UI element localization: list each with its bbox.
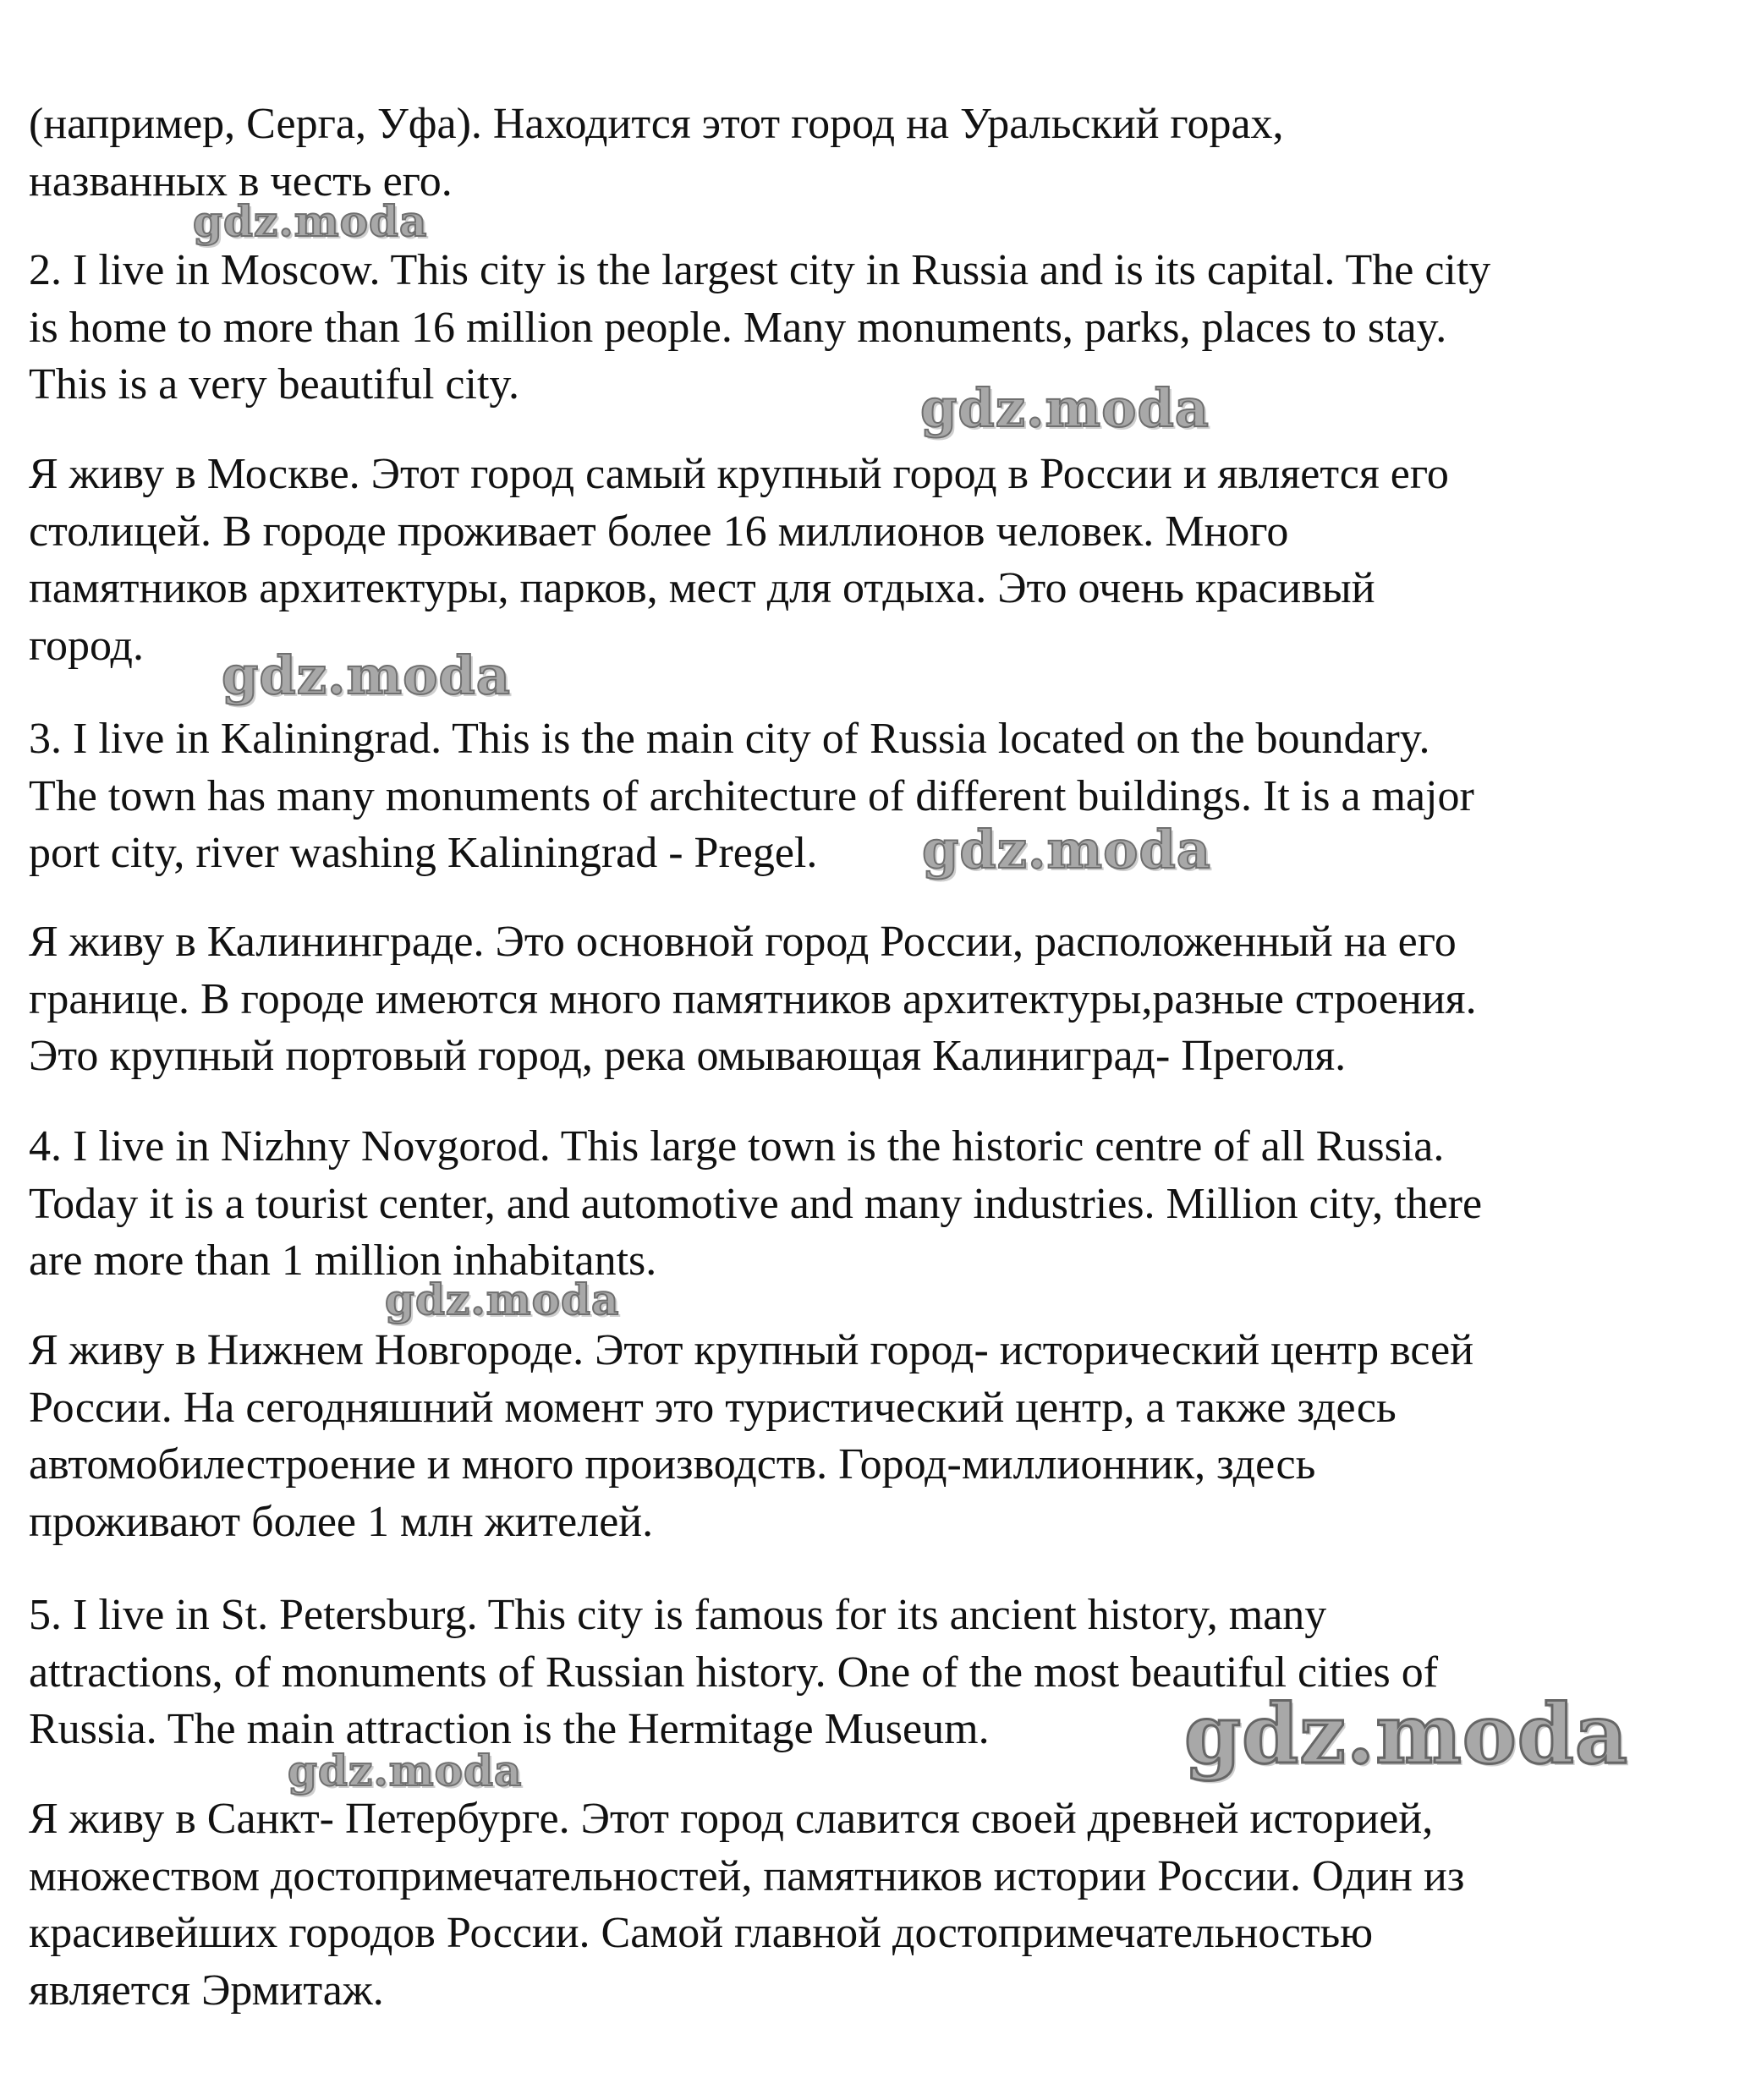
text-line: является Эрмитаж. [29,1966,384,2015]
text-line: 2. I live in Moscow. This city is the largest city in Russia and is its capital. The city [29,246,1491,294]
text-line: Russia. The main attraction is the Hermitage Museum. [29,1705,990,1753]
watermark: gdz.moda [288,1746,523,1796]
paragraph-3-kaliningrad-en [29,710,1729,882]
text-line: are more than 1 million inhabitants. [29,1236,657,1285]
paragraph-2-moscow-ru [29,446,1729,674]
text-line: The town has many monuments of architecture of different buildings. It is a major [29,771,1474,820]
text-line: памятников архитектуры, парков, мест для отдыха. Это очень красивый [29,564,1375,612]
text-line: 3. I live in Kaliningrad. This is the main city of Russia located on the boundary. [29,715,1430,763]
text-line: 5. I live in St. Petersburg. This city is famous for its ancient history, many [29,1591,1327,1639]
paragraph-4-nizhny-en [29,1118,1729,1290]
paragraph-3-kaliningrad-ru [29,913,1729,1085]
text-line: Это крупный портовый город, река омывающая Калиниград- Преголя. [29,1032,1347,1080]
text-line: is home to more than 16 million people. Many monuments, parks, places to stay. [29,303,1447,352]
watermark: gdz.moda [920,377,1210,439]
text-line: attractions, of monuments of Russian history. One of the most beautiful cities of [29,1648,1439,1697]
watermark: gdz.moda [385,1275,620,1324]
watermark: gdz.moda [193,196,428,246]
text-line: 4. I live in Nizhny Novgorod. This large town is the historic centre of all Russia. [29,1122,1445,1171]
text-line: Я живу в Москве. Этот город самый крупный город в России и является его [29,450,1449,498]
text-line: (например, Серга, Уфа). Находится этот город на Уральский горах, [29,100,1284,148]
watermark: gdz.moda [1184,1686,1629,1782]
text-line: Я живу в Нижнем Новгороде. Этот крупный город- исторический центр всей [29,1326,1474,1374]
text-line: столицей. В городе проживает более 16 миллионов человек. Много [29,507,1289,556]
text-line: город. [29,621,144,670]
paragraph-2-moscow-en [29,242,1729,414]
text-line: России. На сегодняшний момент это туристический центр, а также здесь [29,1383,1397,1432]
paragraph-5-petersburg-en [29,1587,1729,1758]
text-line: Я живу в Санкт- Петербурге. Этот город славится своей древней историей, [29,1795,1434,1843]
paragraph-1-ufa [29,96,1729,210]
paragraph-5-petersburg-ru [29,1790,1729,2019]
text-line: проживают более 1 млн жителей. [29,1497,654,1546]
text-line: автомобилестроение и много производств. Город-миллионник, здесь [29,1440,1316,1489]
text-line: port city, river washing Kaliningrad - Pregel. [29,829,818,877]
text-line: Я живу в Калининграде. Это основной город России, расположенный на его [29,918,1457,966]
text-line: названных в честь его. [29,156,453,206]
watermark: gdz.moda [222,644,511,706]
watermark: gdz.moda [922,819,1211,880]
text-line: красивейших городов России. Самой главной достопримечательностью [29,1909,1374,1957]
text-line: границе. В городе имеются много памятников архитектуры,разные строения. [29,974,1477,1023]
paragraph-4-nizhny-ru [29,1322,1729,1550]
text-line: This is a very beautiful city. [29,360,520,408]
text-line: множеством достопримечательностей, памятников истории России. Один из [29,1851,1465,1900]
text-line: Today it is a tourist center, and automotive and many industries. Million city, there [29,1179,1483,1228]
